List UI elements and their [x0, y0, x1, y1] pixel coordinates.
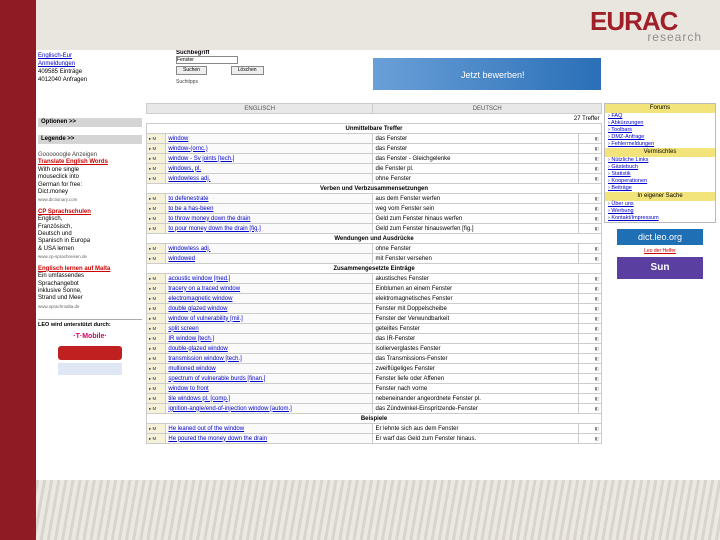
section-header	[147, 264, 602, 274]
ad-text: Englisch,	[38, 216, 63, 223]
row-icons[interactable]: ▸ M	[147, 224, 166, 234]
english-term[interactable]: window	[166, 134, 373, 144]
tmobile-logo[interactable]: ·T·Mobile·	[46, 333, 134, 343]
table-row	[147, 314, 602, 324]
row-actions[interactable]: ◧	[578, 424, 601, 434]
row-icons[interactable]: ▸ M	[147, 344, 166, 354]
english-term[interactable]: to throw money down the drain	[166, 214, 373, 224]
ad-text: Französisch,	[38, 223, 73, 230]
table-row	[147, 274, 602, 284]
table-row	[147, 244, 602, 254]
row-actions[interactable]: ◧	[578, 344, 601, 354]
link-anmeldungen[interactable]: Anmeldungen	[38, 61, 76, 67]
menu-item[interactable]: › Nützliche Links	[608, 157, 649, 163]
section-header	[147, 414, 602, 424]
clear-button[interactable]: Löschen	[231, 66, 264, 75]
link-english-eur[interactable]: Englisch-Eur	[38, 53, 73, 59]
german-term: ohne Fenster	[373, 244, 578, 254]
menu-own	[605, 201, 715, 222]
table-row	[147, 204, 602, 214]
menu-head-forums: Forums	[605, 104, 715, 113]
col-english: ENGLISCH	[147, 104, 373, 114]
english-term[interactable]: tracery on a traced window	[166, 284, 373, 294]
english-term[interactable]: double glazed window	[166, 304, 373, 314]
menu-item[interactable]: › FAQ	[608, 113, 623, 119]
row-icons[interactable]: ▸ M	[147, 194, 166, 204]
english-term[interactable]: to pour money down the drain [fig.]	[166, 224, 373, 234]
row-actions[interactable]: ◧	[578, 134, 601, 144]
table-row	[147, 424, 602, 434]
table-row	[147, 174, 602, 184]
section-title: Zusammengesetzte Einträge	[147, 264, 602, 274]
german-term: das Fenster	[373, 144, 578, 154]
eurac-logo	[590, 8, 702, 44]
german-term: Er warf das Geld zum Fenster hinaus.	[373, 434, 578, 444]
row-icons[interactable]: ▸ M	[147, 304, 166, 314]
left-red-bar	[0, 0, 36, 540]
hits-row	[147, 114, 602, 124]
row-actions[interactable]: ◧	[578, 324, 601, 334]
table-row	[147, 294, 602, 304]
stat-entries: 409585 Einträge	[38, 69, 83, 75]
row-icons[interactable]: ▸ M	[147, 164, 166, 174]
german-term: Fenster der Verwundbarkeit	[373, 314, 578, 324]
row-icons[interactable]: ▸ M	[147, 424, 166, 434]
table-row	[147, 344, 602, 354]
german-term: Geld zum Fenster hinauswerfen [fig.]	[373, 224, 578, 234]
ad-text: & USA lernen	[38, 245, 75, 252]
left-sidebar	[38, 118, 142, 478]
row-icons[interactable]: ▸ M	[147, 244, 166, 254]
row-icons[interactable]: ▸ M	[147, 334, 166, 344]
english-term[interactable]: window - Sv joints [tech.]	[166, 154, 373, 164]
menu-misc	[605, 157, 715, 192]
row-actions[interactable]: ◧	[578, 254, 601, 264]
table-row	[147, 254, 602, 264]
stat-queries: 4012040 Anfragen	[38, 77, 88, 83]
eurac-logo-name: EURAC	[590, 6, 678, 36]
menu-item[interactable]: › Gästebuch	[608, 164, 638, 170]
ads-label: Goooooogle Anzeigen	[38, 152, 98, 158]
table-row	[147, 214, 602, 224]
section-title: Unmittelbare Treffer	[147, 124, 602, 134]
german-term: elektromagnetisches Fenster	[373, 294, 578, 304]
row-actions[interactable]: ◧	[578, 294, 601, 304]
row-actions[interactable]: ◧	[578, 314, 601, 324]
ad-url[interactable]: www.dictionary.com	[38, 197, 78, 203]
menu-item[interactable]: › Kontakt/Impressum	[608, 215, 659, 221]
table-row	[147, 394, 602, 404]
row-icons[interactable]: ▸ M	[147, 144, 166, 154]
section-header	[147, 234, 602, 244]
table-row	[147, 334, 602, 344]
table-row	[147, 224, 602, 234]
dict-leo-logo[interactable]: dict.leo.org	[617, 229, 703, 245]
row-actions[interactable]: ◧	[578, 384, 601, 394]
row-actions[interactable]: ◧	[578, 374, 601, 384]
background-auditorium	[36, 480, 720, 540]
row-icons[interactable]: ▸ M	[147, 284, 166, 294]
menu-head-own: In eigener Sache	[605, 192, 715, 201]
table-row	[147, 434, 602, 444]
english-term[interactable]: spectrum of vulnerable burds [finan.]	[166, 374, 373, 384]
ad-text: Dict.money	[38, 189, 69, 196]
menu-item[interactable]: › DMZ-Anfrage	[608, 134, 645, 140]
search-label: Suchbegriff	[176, 50, 210, 56]
menu-item[interactable]: › Fehlermeldungen	[608, 141, 655, 147]
english-term[interactable]: mullioned window	[166, 364, 373, 374]
german-term: weg vom Fenster sein	[373, 204, 578, 214]
hits-count: 27 Treffer	[573, 115, 600, 122]
menu-item[interactable]: › Statistik	[608, 171, 631, 177]
german-term: akustisches Fenster	[373, 274, 578, 284]
menu-item[interactable]: › Kooperationen	[608, 178, 648, 184]
table-row	[147, 164, 602, 174]
table-row	[147, 134, 602, 144]
ad-title[interactable]: Englisch lernen auf Malta	[38, 265, 111, 272]
english-term[interactable]: He poured the money down the drain	[166, 434, 373, 444]
english-term[interactable]: windowed	[166, 254, 373, 264]
search-button[interactable]: Suchen	[176, 66, 207, 75]
english-term[interactable]: windows, pl.	[166, 164, 373, 174]
english-term[interactable]: windowless adj.	[166, 244, 373, 254]
row-actions[interactable]: ◧	[578, 204, 601, 214]
row-icons[interactable]: ▸ M	[147, 434, 166, 444]
menu-item[interactable]: › Abkürzungen	[608, 120, 644, 126]
english-term[interactable]: to be a has-been	[166, 204, 373, 214]
row-actions[interactable]: ◧	[578, 154, 601, 164]
table-row	[147, 154, 602, 164]
english-term[interactable]: He leaned out of the window	[166, 424, 373, 434]
english-term[interactable]: to defenestrate	[166, 194, 373, 204]
table-row	[147, 354, 602, 364]
banner-text: Jetzt bewerben!	[461, 70, 525, 80]
ad-text: German for free:	[38, 181, 83, 188]
german-term: Geld zum Fenster hinaus werfen	[373, 214, 578, 224]
table-row	[147, 194, 602, 204]
row-actions[interactable]: ◧	[578, 174, 601, 184]
ad-title[interactable]: Translate English Words	[38, 159, 108, 166]
dictionary-screenshot	[36, 50, 720, 480]
search-tips[interactable]: Suchtipps	[176, 79, 198, 85]
german-term: das Fenster - Gleichgelenke	[373, 154, 578, 164]
sponsor-label: LEO wird unterstützt durch:	[38, 322, 111, 329]
ad-banner[interactable]	[373, 58, 601, 90]
english-term[interactable]: window to front	[166, 384, 373, 394]
ad-text: inklusive Sonne,	[38, 287, 82, 294]
german-term: Fenster mit Doppelscheibe	[373, 304, 578, 314]
ad-text: Sprachangebot	[38, 280, 79, 287]
english-term[interactable]: window-(ornc.)	[166, 144, 373, 154]
table-header	[147, 104, 602, 114]
table-row	[147, 324, 602, 334]
row-actions[interactable]: ◧	[578, 144, 601, 154]
english-term[interactable]: split screen	[166, 324, 373, 334]
german-term: das Transmissions-Fenster	[373, 354, 578, 364]
sponsor-box	[38, 319, 142, 374]
german-term: das Fenster	[373, 134, 578, 144]
table-row	[147, 404, 602, 414]
row-icons[interactable]: ▸ M	[147, 364, 166, 374]
options-bar[interactable]: Optionen >>	[38, 118, 142, 127]
german-term: ohne Fenster	[373, 174, 578, 184]
table-row	[147, 284, 602, 294]
search-input[interactable]	[176, 56, 238, 64]
german-term: Einblumen an einem Fenster	[373, 284, 578, 294]
row-icons[interactable]: ▸ M	[147, 294, 166, 304]
right-sidebar	[604, 103, 716, 279]
menu-forums	[605, 113, 715, 148]
table-row	[147, 374, 602, 384]
sponsor-logo[interactable]	[58, 346, 122, 360]
menu-item[interactable]: › Über uns	[608, 201, 634, 207]
row-actions[interactable]: ◧	[578, 354, 601, 364]
ad-text: Spanisch in Europa	[38, 238, 91, 245]
row-actions[interactable]: ◧	[578, 274, 601, 284]
row-icons[interactable]: ▸ M	[147, 354, 166, 364]
german-term: das Zündwinkel-Einspritzende-Fenster	[373, 404, 578, 414]
row-icons[interactable]: ▸ M	[147, 384, 166, 394]
english-term[interactable]: acoustic window [med.]	[166, 274, 373, 284]
row-icons[interactable]: ▸ M	[147, 214, 166, 224]
row-icons[interactable]: ▸ M	[147, 394, 166, 404]
menu-item[interactable]: › Beiträge	[608, 185, 632, 191]
eurac-logo-sub: research	[647, 30, 702, 44]
search-box	[176, 50, 286, 100]
german-term: Fenster nach vorne	[373, 384, 578, 394]
german-term: isolierverglastes Fenster	[373, 344, 578, 354]
ad-text: Strand und Meer	[38, 295, 83, 302]
row-actions[interactable]: ◧	[578, 284, 601, 294]
menu-box	[604, 103, 716, 223]
top-left-info	[38, 52, 158, 84]
english-term[interactable]: window of vulnerability [mil.]	[166, 314, 373, 324]
german-term: mit Fenster versehen	[373, 254, 578, 264]
helper-link[interactable]: Leo der Helfer	[644, 248, 676, 254]
table-row	[147, 384, 602, 394]
ad-text: Ein umfassendes	[38, 273, 85, 280]
section-title: Wendungen und Ausdrücke	[147, 234, 602, 244]
row-actions[interactable]: ◧	[578, 364, 601, 374]
german-term: die Fenster pl.	[373, 164, 578, 174]
ad-text: With one single	[38, 166, 80, 173]
ad-url[interactable]: www.cp-sprachreisen.de	[38, 254, 88, 260]
row-actions[interactable]: ◧	[578, 214, 601, 224]
menu-head-misc: Vermischtes	[605, 148, 715, 157]
english-term[interactable]: ignition-angle/end-of-injection window [autom.]	[166, 404, 373, 414]
menu-item[interactable]: › Toolbars	[608, 127, 633, 133]
section-title: Beispiele	[147, 414, 602, 424]
english-term[interactable]: windowless adj.	[166, 174, 373, 184]
legend-bar[interactable]: Legende >>	[38, 135, 142, 144]
row-actions[interactable]: ◧	[578, 164, 601, 174]
row-icons[interactable]: ▸ M	[147, 324, 166, 334]
table-row	[147, 144, 602, 154]
ad-url[interactable]: www.sprachmalta.de	[38, 303, 80, 309]
ad-text: mouseclick into	[38, 174, 80, 181]
german-term: zweiflügeliges Fenster	[373, 364, 578, 374]
german-term: Fenster liefe oder Affenen	[373, 374, 578, 384]
row-icons[interactable]: ▸ M	[147, 134, 166, 144]
section-header	[147, 124, 602, 134]
partner-logo[interactable]	[58, 363, 122, 375]
german-term: das IR-Fenster	[373, 334, 578, 344]
row-icons[interactable]: ▸ M	[147, 314, 166, 324]
results-table	[146, 103, 602, 444]
english-term[interactable]: IR window [tech.]	[166, 334, 373, 344]
row-icons[interactable]: ▸ M	[147, 204, 166, 214]
row-actions[interactable]: ◧	[578, 194, 601, 204]
row-actions[interactable]: ◧	[578, 224, 601, 234]
row-icons[interactable]: ▸ M	[147, 154, 166, 164]
ad-title[interactable]: CP Sprachschulen	[38, 208, 91, 215]
ads-list	[38, 159, 142, 315]
row-icons[interactable]: ▸ M	[147, 274, 166, 284]
row-actions[interactable]: ◧	[578, 434, 601, 444]
row-actions[interactable]: ◧	[578, 304, 601, 314]
english-term[interactable]: electromagnetic window	[166, 294, 373, 304]
german-term: nebeneinander angeordnete Fenster pl.	[373, 394, 578, 404]
german-term: geteiltes Fenster	[373, 324, 578, 334]
table-row	[147, 304, 602, 314]
german-term: Er lehnte sich aus dem Fenster	[373, 424, 578, 434]
row-icons[interactable]: ▸ M	[147, 374, 166, 384]
row-actions[interactable]: ◧	[578, 334, 601, 344]
sun-logo[interactable]: Sun	[617, 257, 703, 279]
ad-text: Deutsch und	[38, 231, 72, 238]
row-icons[interactable]: ▸ M	[147, 174, 166, 184]
menu-item[interactable]: › Werbung	[608, 208, 634, 214]
section-title: Verben und Verbzusammensetzungen	[147, 184, 602, 194]
table-row	[147, 364, 602, 374]
row-actions[interactable]: ◧	[578, 244, 601, 254]
english-term[interactable]: double-glazed window	[166, 344, 373, 354]
english-term[interactable]: transmission window [tech.]	[166, 354, 373, 364]
row-actions[interactable]: ◧	[578, 404, 601, 414]
german-term: aus dem Fenster werfen	[373, 194, 578, 204]
english-term[interactable]: tile windows pl. [comp.]	[166, 394, 373, 404]
row-actions[interactable]: ◧	[578, 394, 601, 404]
row-icons[interactable]: ▸ M	[147, 404, 166, 414]
section-header	[147, 184, 602, 194]
col-deutsch: DEUTSCH	[373, 104, 602, 114]
row-icons[interactable]: ▸ M	[147, 254, 166, 264]
